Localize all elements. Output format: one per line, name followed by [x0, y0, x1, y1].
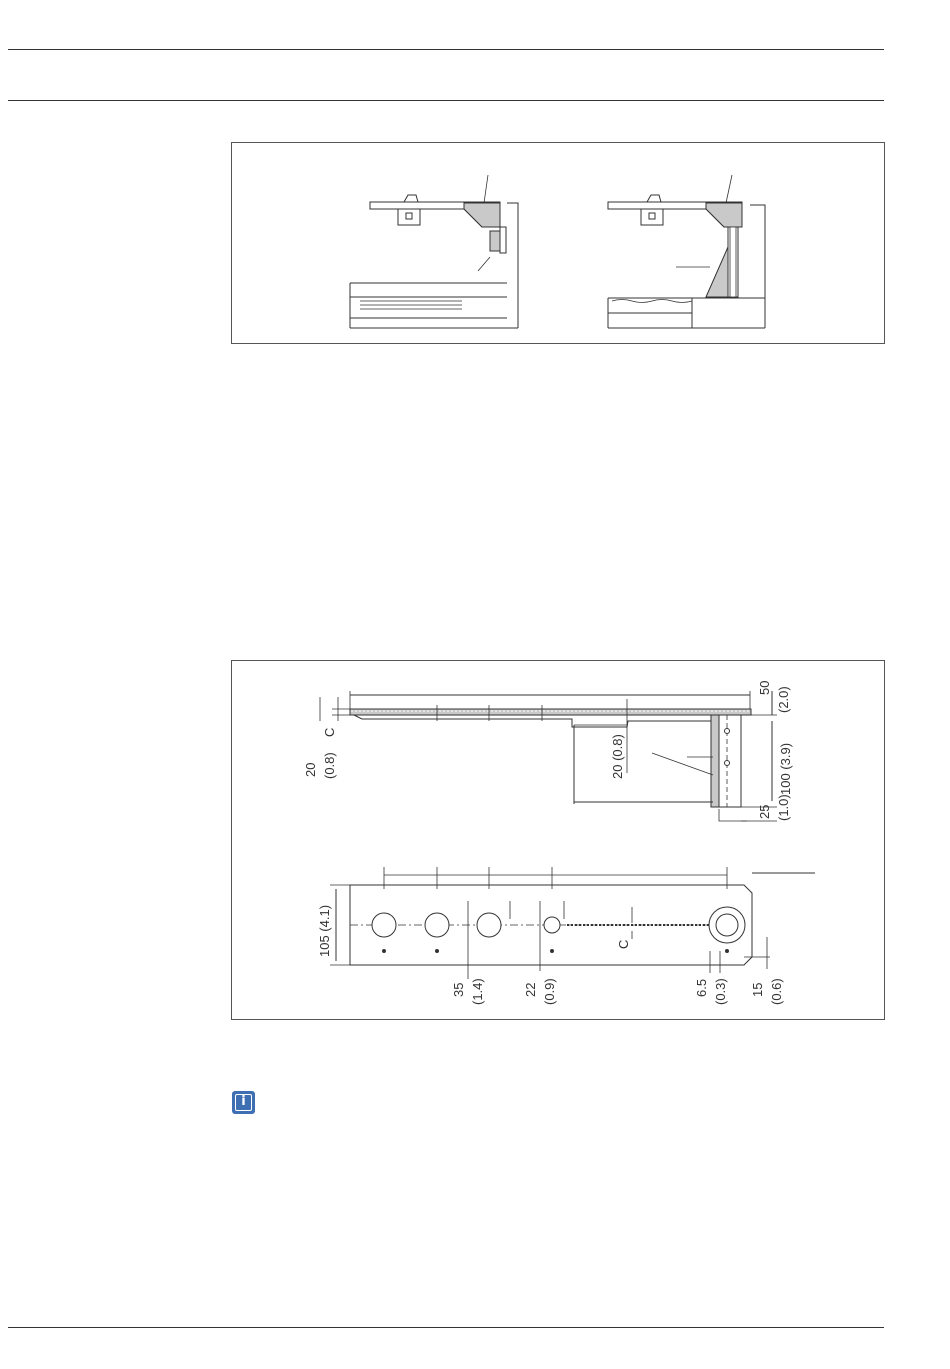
dim-slot-c: C: [616, 939, 631, 949]
dim-drop-extra: 25: [757, 804, 772, 819]
dim-drop: 100 (3.9): [778, 742, 793, 795]
dim-hole-35-in: (1.4): [470, 978, 485, 1005]
dim-hole-22: 22: [523, 982, 538, 997]
dim-top-length-in: (2.0): [776, 686, 791, 713]
dim-slot-65: 6.5: [694, 978, 709, 997]
dim-plate-height-in: (0.8): [322, 752, 337, 779]
dim-drop-extra-in: (1.0): [776, 794, 791, 821]
figure-mounting-variants: [231, 142, 885, 344]
dim-plate-height: 20: [303, 762, 318, 777]
figure-dimensions: [231, 660, 885, 1020]
dim-rib: 20 (0.8): [610, 734, 625, 779]
dim-slot-65-in: (0.3): [713, 978, 728, 1005]
dim-hole-22-in: (0.9): [542, 978, 557, 1005]
dim-edge-15: 15: [750, 982, 765, 997]
header-rule-bottom: [8, 100, 884, 101]
info-icon: i: [232, 1091, 255, 1114]
footer-rule: [8, 1327, 884, 1328]
dim-top-length: 50: [757, 680, 772, 695]
mounting-variants-drawing: [232, 143, 886, 345]
dim-hole-35: 35: [451, 982, 466, 997]
dimension-drawing: [232, 661, 886, 1021]
dim-edge-15-in: (0.6): [769, 978, 784, 1005]
header-rule-top: [8, 49, 884, 50]
dim-c-label: C: [322, 727, 337, 737]
dim-width: 105 (4.1): [317, 904, 332, 957]
